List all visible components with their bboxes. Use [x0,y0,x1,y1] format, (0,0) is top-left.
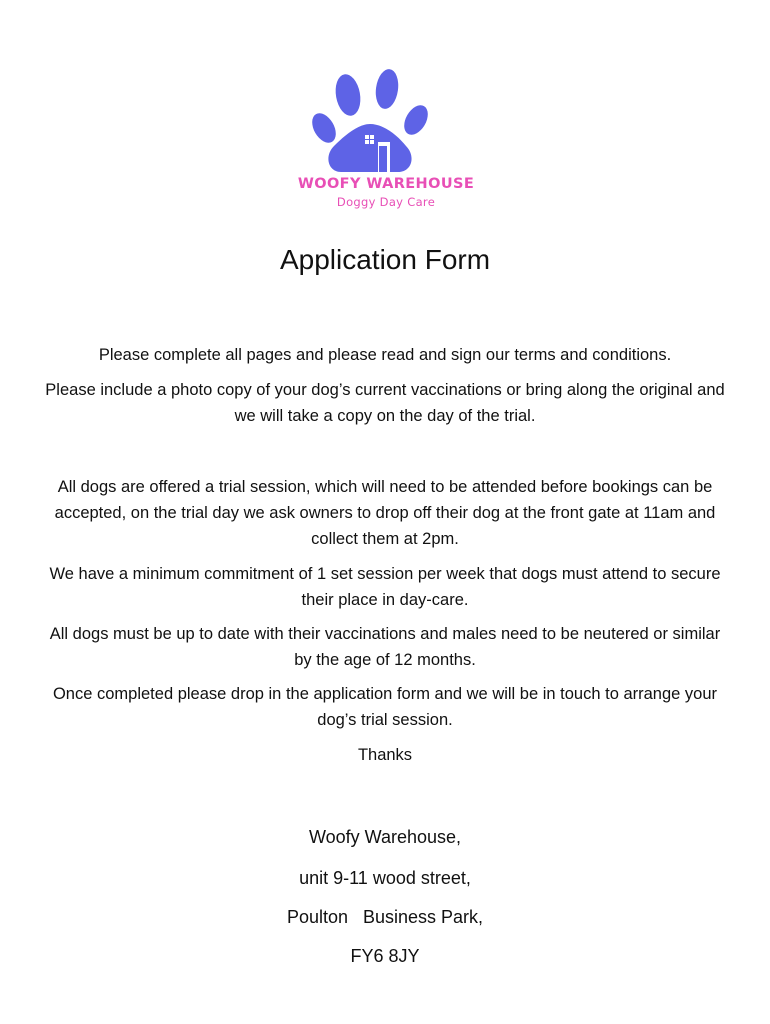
address-line-street: unit 9-11 wood street, [299,868,471,888]
logo-brand-name: WOOFY WAREHOUSE [297,176,475,192]
minimum-commitment-info: We have a minimum commitment of 1 set session per week that dogs must attend to secure their place in day-care. [49,565,721,609]
trial-session-info: All dogs are offered a trial session, which will need to be attended before bookings can be accepted, on the trial day we ask owners to drop off their dog at the front gate at 11am and collect them at 2pm. [54,478,716,548]
vaccination-requirement-info: All dogs must be up to date with their vaccinations and males need to be neutered or similar by the age of 12 months. [49,625,721,669]
page-title: Application Form [279,244,491,275]
address-line-name: Woofy Warehouse, [308,827,462,847]
logo-tagline: Doggy Day Care [336,195,436,209]
drop-off-instruction: Once completed please drop in the application form and we will be in touch to arrange your dog’s trial session. [52,685,718,729]
paw-house-icon [308,68,458,180]
instruction-complete-pages: Please complete all pages and please read and sign our terms and conditions. [98,346,672,364]
thanks-text: Thanks [357,746,413,764]
instruction-vaccination-copy: Please include a photo copy of your dog’s current vaccinations or bring along the original and we will take a copy on the day of the trial. [45,381,725,425]
address-line-postcode: FY6 8JY [350,946,420,966]
woofy-warehouse-logo [288,68,484,218]
address-line-park: Poulton Business Park, [286,907,484,927]
